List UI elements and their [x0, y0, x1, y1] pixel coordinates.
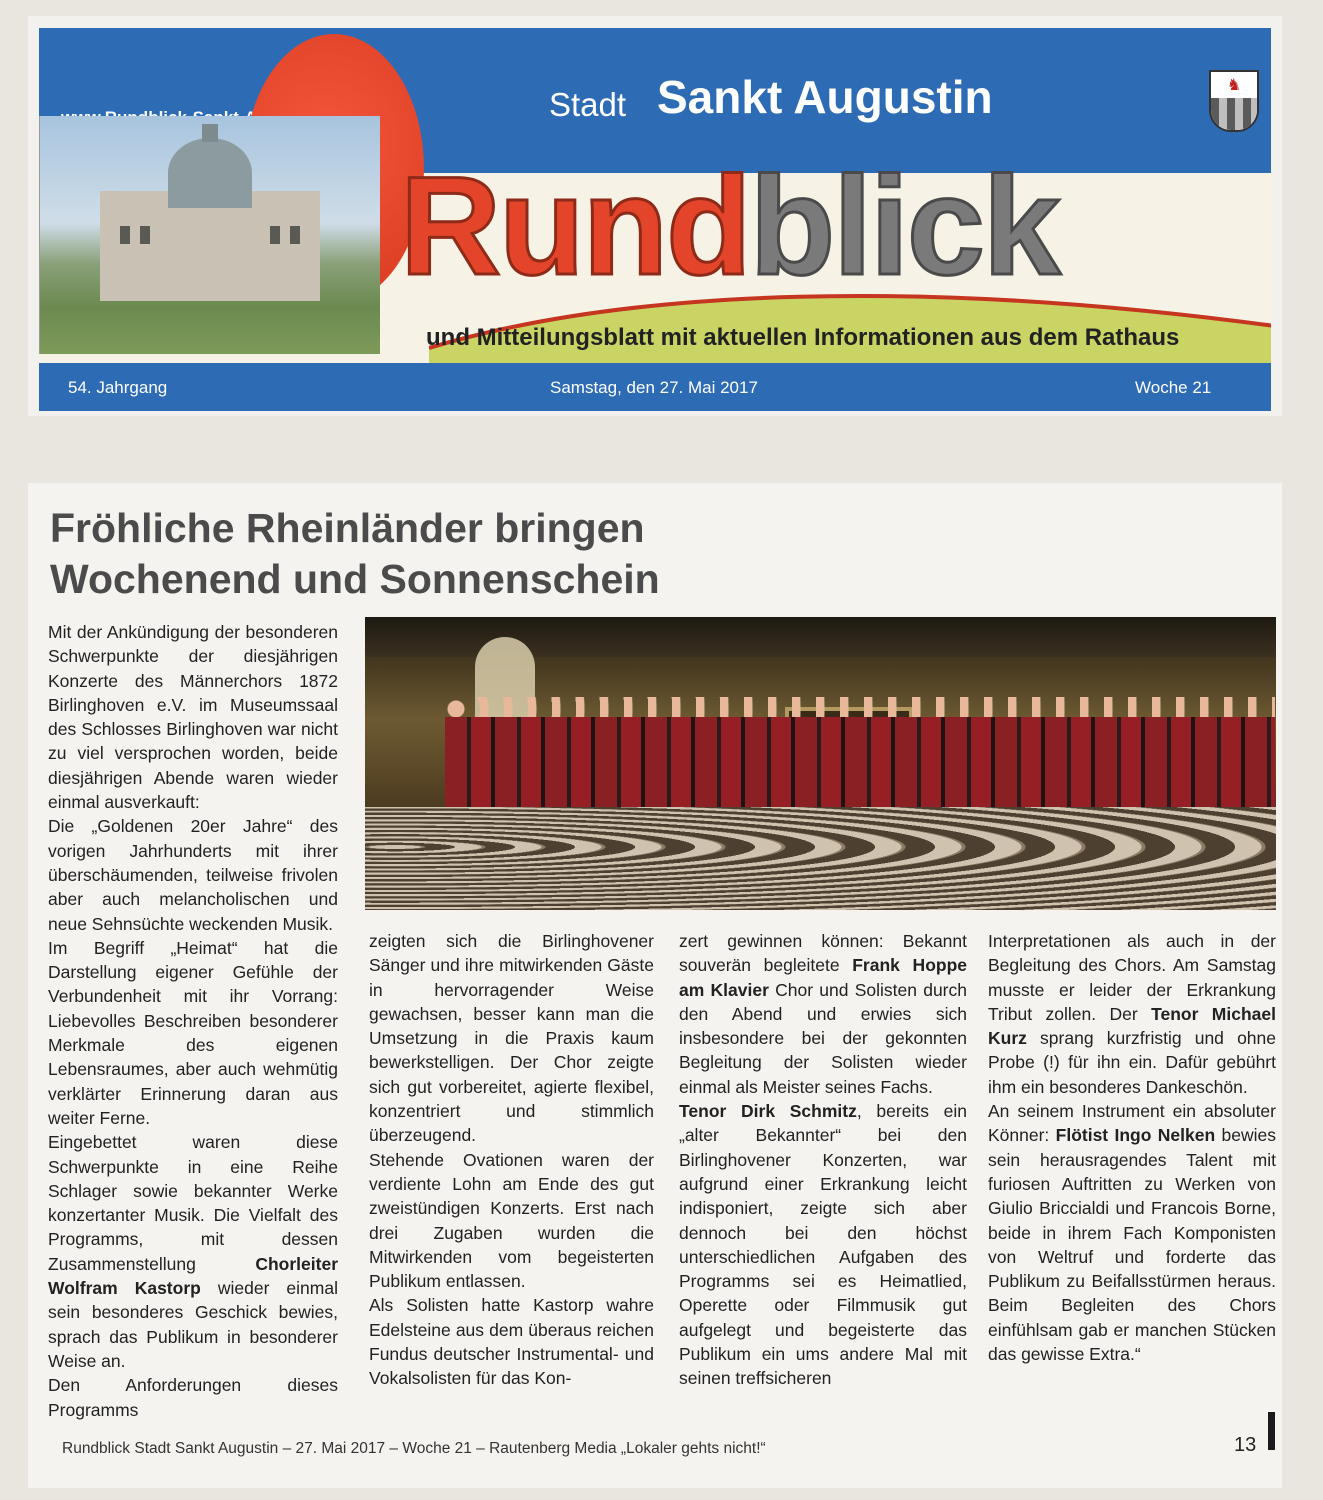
issue-date: Samstag, den 27. Mai 2017: [550, 378, 758, 397]
logo-red-part: Rund: [400, 147, 750, 304]
name-highlight: Frank Hoppe am Klavier: [679, 955, 967, 1000]
castle-photo: [39, 116, 380, 354]
paragraph: Stehende Ovationen waren der verdiente Lohn am Ende des gut zweistündigen Konzerts. Erst nach drei Zugaben wurden die Mitwirkenden vom begeisterten Publikum entlassen.: [369, 1149, 654, 1292]
article-column-2: [369, 929, 654, 1391]
page-footer: Rundblick Stadt Sankt Augustin – 27. Mai 2017 – Woche 21 – Rautenberg Media „Lokaler gehts nicht!“: [62, 1440, 766, 1457]
name-highlight: Tenor Michael Kurz: [988, 1003, 1276, 1049]
issue-week: Woche 21: [1135, 378, 1212, 397]
paragraph: zeigten sich die Birlinghovener Sänger und ihre mitwirkenden Gäste in hervorragender Weise gewachsen, besser kann man die Umsetzung in die Praxis kaum bewerkstelligen. Der Chor zeigte sich gut vorbereitet, agierte flexibel, konzentriert und stimmlich überzeugend.: [369, 931, 654, 1146]
name-highlight: Chorleiter Wolfram Kastorp: [48, 1253, 338, 1299]
logo-grey-part: blick: [749, 147, 1059, 304]
paragraph: Interpretationen als auch in der Begleitung des Chors. Am Samstag musste er leider der Erkrankung Tribut zollen. Der Tenor Michael Kurz sprang kurzfristig und ohne Probe (!) für ihn ein. Dafür gebührt ihm ein besonderes Dankeschön.: [988, 931, 1276, 1097]
paragraph: zert gewinnen können: Bekannt souverän begleitete Frank Hoppe am Klavier Chor und Solisten durch den Abend und erwies sich insbesondere bei der gekonnten Begleitung der Solisten wieder einmal als Meister seines Fachs.: [679, 931, 967, 1097]
paragraph: Eingebettet waren diese Schwerpunkte in eine Reihe Schlager sowie bekannter Werke konzertanter Musik. Die Vielfalt des Programms, mit dessen Zusammenstellung Chorleiter Wolfram Kastorp wieder einmal sein besonderes Geschick bewies, sprach das Publikum in besonderer Weise an.: [48, 1132, 338, 1371]
paragraph: An seinem Instrument ein absoluter Könner: Flötist Ingo Nelken bewies sein herausragendes Talent mit furiosen Auftritten zu Werken von Giulio Briccialdi und Francois Borne, beide in ihrem Fach Komponisten von Weltruf und forderte das Publikum zu Beifallsstürmen heraus. Beim Begleiten des Chors einfühlsam gab er manchen Stücken das gewisse Extra.“: [988, 1101, 1276, 1365]
article-headline: [50, 503, 660, 605]
city-crest-icon: ♞: [1209, 70, 1259, 132]
paragraph: Mit der Ankündigung der besonderen Schwerpunkte der diesjährigen Konzerte des Männerchors 1872 Birlinghoven e.V. im Museumssaal des Schlosses Birlinghoven war nicht zu viel versprochen worden, beide diesjährigen Abende waren wieder einmal ausverkauft:: [48, 622, 338, 813]
stadt-label: Stadt: [549, 86, 627, 123]
masthead-tagline: und Mitteilungsblatt mit aktuellen Informationen aus dem Rathaus: [426, 324, 1180, 351]
article-column-1: [48, 620, 338, 1422]
paragraph: Als Solisten hatte Kastorp wahre Edelsteine aus dem überaus reichen Fundus deutscher Instrumental- und Vokalsolisten für das Kon-: [369, 1295, 654, 1389]
paragraph: Die „Goldenen 20er Jahre“ des vorigen Jahrhunderts mit ihrer überschäumenden, teilweise frivolen aber auch melancholischen und neue Sehnsüchte weckenden Musik.: [48, 816, 338, 934]
article-column-4: [988, 929, 1276, 1366]
concert-photo: [365, 617, 1276, 910]
page-number: 13: [1234, 1434, 1257, 1456]
jahrgang-label: 54. Jahrgang: [68, 378, 168, 397]
masthead-clipping: [28, 16, 1282, 416]
rundblick-logo: [400, 147, 1059, 304]
name-highlight: Flötist Ingo Nelken: [1055, 1125, 1216, 1146]
city-name: Sankt Augustin: [657, 71, 993, 123]
article-column-3: [679, 929, 967, 1391]
headline-line-1: Fröhliche Rheinländer bringen: [50, 505, 645, 551]
paragraph: Den Anforderungen dieses Programms: [48, 1375, 338, 1420]
paragraph: Tenor Dirk Schmitz, bereits ein „alter Bekannter“ bei den Birlinghovener Konzerten, war aufgrund einer Erkrankung leicht indisponiert, zeigte sich aber dennoch bei den höchst unterschiedlichen Aufgaben des Programms sei es Heimatlied, Operette oder Filmmusik gut aufgelegt und begeisterte das Publikum ein ums andere Mal mit seinen treffsicheren: [679, 1101, 967, 1389]
page-marker-bar: [1268, 1412, 1275, 1450]
name-highlight: Tenor Dirk Schmitz: [679, 1101, 857, 1122]
paragraph: Im Begriff „Heimat“ hat die Darstellung eigener Gefühle der Verbundenheit mit ihr Vorrang: Liebevolles Beschreiben besonderer Merkmale des eigenen Lebensraumes, aber auch wehmütig verklärter Erinnerung daran aus weiter Ferne.: [48, 937, 338, 1128]
headline-line-2: Wochenend und Sonnenschein: [50, 556, 660, 602]
